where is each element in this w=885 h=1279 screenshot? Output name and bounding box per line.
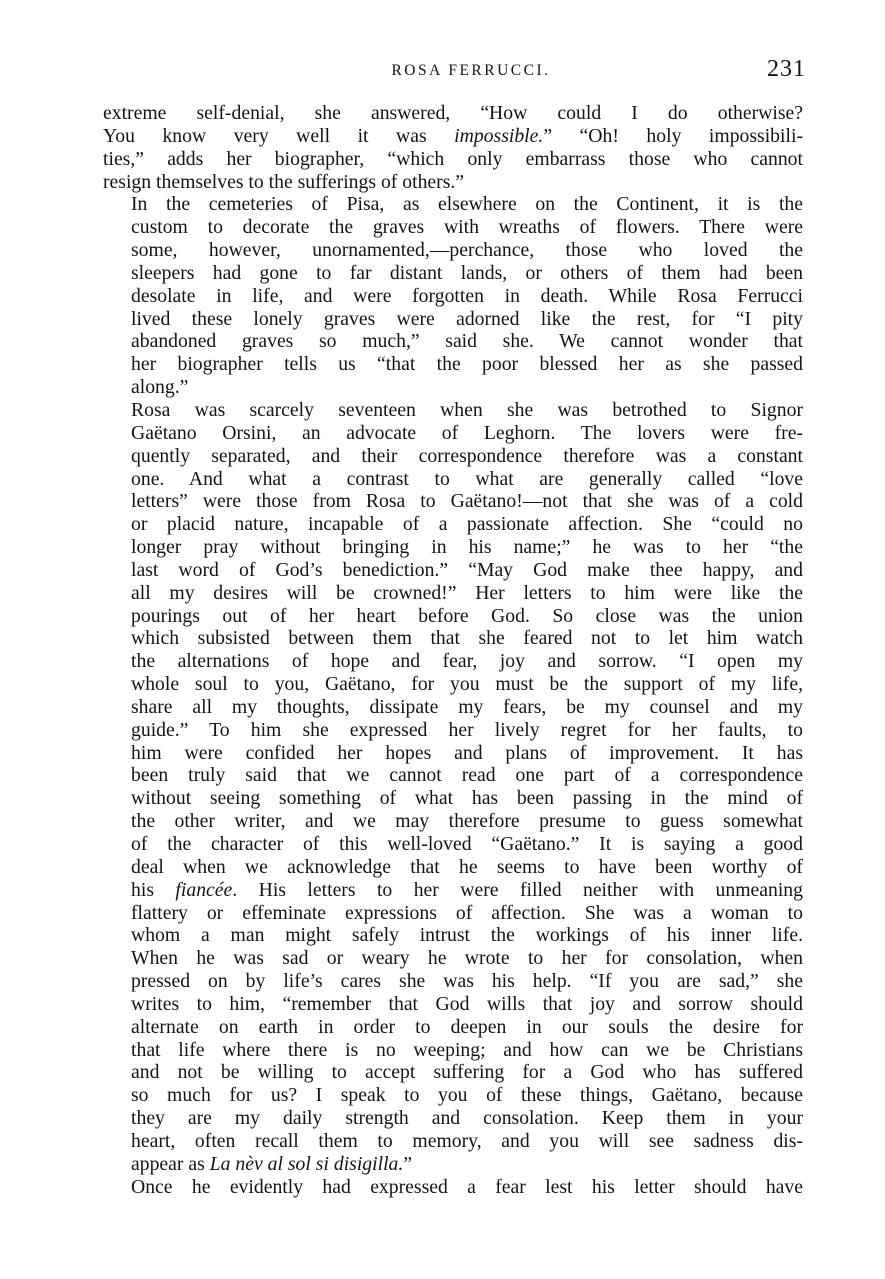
italic-phrase: impossible. [454,124,544,147]
text-line: pressed on by life’s cares she was his help. “If you are sad,” she [131,970,803,993]
text-line: along.” [131,376,189,399]
text-line: ties,” adds her biographer, “which only embarrass those who cannot [103,147,803,170]
italic-phrase: La nèv al sol si disigilla. [209,1152,404,1175]
text-line: Rosa was scarcely seventeen when she was betrothed to Signor [131,398,803,421]
text-line: the other writer, and we may therefore presume to guess somewhat [131,810,803,833]
text-line: that life where there is no weeping; and how can we be Christians [131,1038,803,1061]
text-line: custom to decorate the graves with wreaths of flowers. There were [131,216,803,239]
text-line: whole soul to you, Gaëtano, for you must be the support of my life, [131,673,803,696]
text-line: of the character of this well-loved “Gaëtano.” It is saying a good [131,833,803,855]
text-line: last word of God’s benediction.” “May God make thee happy, and [131,558,803,581]
text-line: they are my daily strength and consolation. Keep them in your [131,1107,803,1130]
text-line: the alternations of hope and fear, joy and sorrow. “I open my [131,650,803,673]
text-line: which subsisted between them that she feared not to let him watch [131,627,803,650]
text-line: letters” were those from Rosa to Gaëtano!—not that she was of a cold [131,490,803,513]
text-line: quently separated, and their correspondence therefore was a constant [131,444,803,467]
text-line: pourings out of her heart before God. So close was the union [131,604,803,627]
paragraph-1 [103,102,803,193]
paragraph-2 [103,193,803,399]
text-line: lived these lonely graves were adorned like the rest, for “I pity [131,307,803,330]
text-line: her biographer tells us “that the poor blessed her as she passed [131,353,803,376]
text-line: all my desires will be crowned!” Her letters to him were like the [131,581,803,604]
text-line: You know very well it was impossible.” “Oh! holy impossibili- [103,124,803,147]
text-line: writes to him, “remember that God wills that joy and sorrow should [131,992,803,1015]
page-header [103,56,806,86]
text-line: been truly said that we cannot read one part of a correspondence [131,764,803,787]
text-line: his fiancée. His letters to her were filled neither with unmeaning [131,878,803,901]
text-line: some, however, unornamented,—perchance, those who loved the [131,239,803,262]
text-line: him were confided her hopes and plans of improvement. It has [131,741,803,764]
text-line: guide.” To him she expressed her lively regret for her faults, to [131,718,803,741]
text-line: In the cemeteries of Pisa, as elsewhere on the Continent, it is the [131,193,803,216]
text-line: and not be willing to accept suffering for a God who has suffered [131,1061,803,1084]
text-line: Gaëtano Orsini, an advocate of Leghorn. The lovers were fre- [131,421,803,444]
paragraph-3 [103,399,803,1176]
text-line: appear as La nèv al sol si disigilla.” [131,1152,413,1175]
text-line: resign themselves to the sufferings of others.” [103,170,465,193]
text-line: abandoned graves so much,” said she. We cannot wonder that [131,330,803,353]
text-line: without seeing something of what has been passing in the mind of [131,787,803,810]
text-line: alternate on earth in order to deepen in our souls the desire for [131,1015,803,1038]
italic-phrase: fiancée [175,878,233,901]
text-line: heart, often recall them to memory, and you will see sadness dis- [131,1129,803,1152]
text-line: so much for us? I speak to you of these things, Gaëtano, because [131,1084,803,1107]
text-line: longer pray without bringing in his name;” he was to her “the [131,536,803,559]
text-line: desolate in life, and were forgotten in death. While Rosa Ferrucci [131,284,803,307]
book-page [103,56,806,1199]
text-line: one. And what a contrast to what are generally called “love [131,467,803,490]
text-line: flattery or effeminate expressions of affection. She was a woman to [131,901,803,924]
paragraph-4 [103,1176,803,1199]
text-line: share all my thoughts, dissipate my fears, be my counsel and my [131,695,803,718]
running-title: ROSA FERRUCCI. [391,62,551,79]
body-text [103,102,803,1199]
text-line: When he was sad or weary he wrote to her for consolation, when [131,947,803,970]
text-line: or placid nature, incapable of a passionate affection. She “could no [131,513,803,536]
text-line: whom a man might safely intrust the workings of his inner life. [131,924,803,947]
text-line: Once he evidently had expressed a fear lest his letter should have [131,1175,803,1198]
text-line: extreme self-denial, she answered, “How could I do otherwise? [103,102,803,124]
text-line: deal when we acknowledge that he seems to have been worthy of [131,855,803,878]
page-number: 231 [767,56,806,82]
text-line: sleepers had gone to far distant lands, or others of them had been [131,261,803,284]
